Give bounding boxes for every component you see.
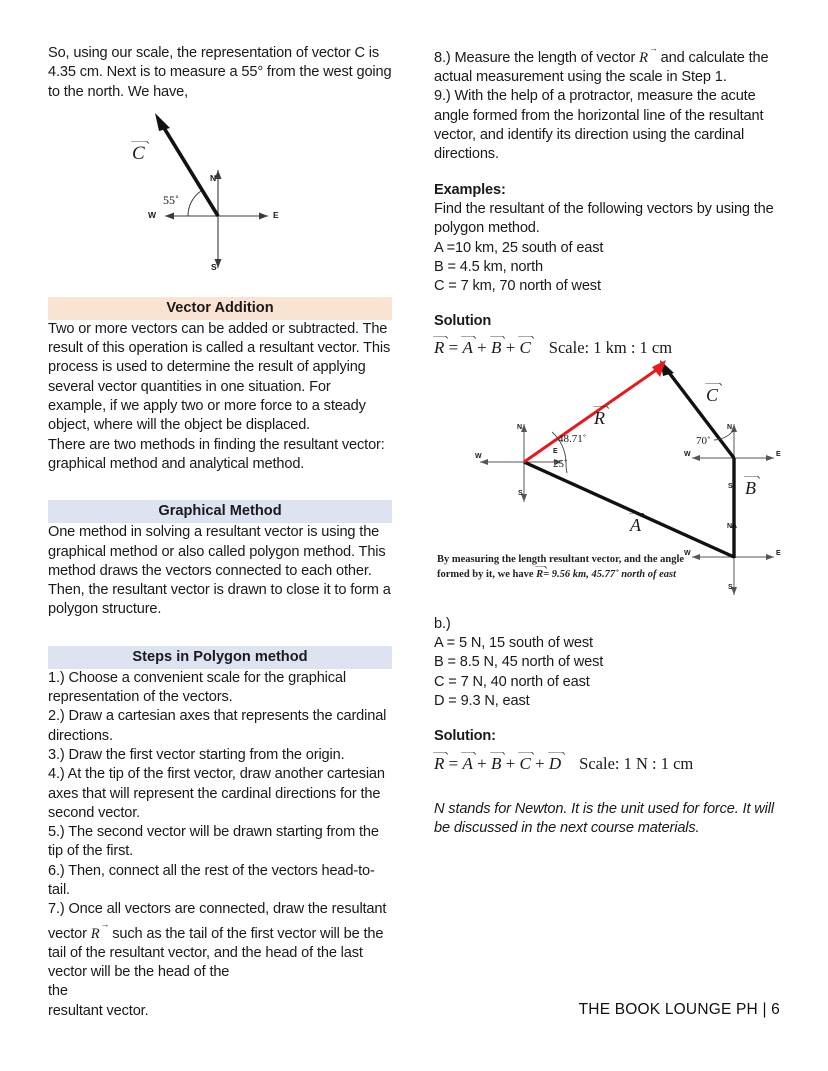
solution-b-scale: Scale: 1 N : 1 cm (579, 753, 694, 773)
page-footer: THE BOOK LOUNGE PH | 6 (578, 1001, 780, 1018)
vector-a-line (524, 462, 734, 557)
step-8-paragraph (434, 44, 778, 87)
step-item-1: 1.) Choose a convenient scale for the graphical representation of the vectors. (48, 669, 346, 706)
vector-c-arrowhead-icon (155, 113, 170, 131)
examples-instruction: Find the resultant of the following vectors by using the polygon method. (434, 200, 774, 237)
b-tip-west-arrow-icon (692, 455, 700, 461)
angle-label-55: 55˚ (163, 193, 179, 207)
east-arrow-icon (259, 213, 268, 220)
origin-east-label: E (553, 448, 558, 455)
part-b-vector-c: C = 7 N, 40 north of east (434, 673, 590, 690)
a-tip-north-label: N (727, 523, 733, 530)
b-tip-east-label: E (776, 451, 781, 458)
west-arrow-icon (165, 213, 174, 220)
angle-label-resultant: 48.71˚ (558, 433, 587, 445)
origin-south-label: S (518, 490, 523, 497)
step-item-5: 5.) The second vector will be drawn starting from the tip of the first. (48, 824, 379, 860)
angle-label-c: 70˚ (696, 435, 711, 447)
resultant-vector-symbol: R→ (90, 918, 110, 942)
figure2-caption (437, 553, 707, 581)
equation-rhs: A + B + C + D (462, 753, 562, 773)
vector-addition-heading: Vector Addition (48, 297, 392, 320)
graphical-method-paragraph: One method in solving a resultant vector is using the graphical method or also called polygon method. This method draws the vectors connected to each other. Then, the resultant vector is drawn to close it to form a polygon structure. (48, 524, 391, 618)
equation-lhs: R (434, 753, 445, 773)
vector-addition-paragraph-1: Two or more vectors can be added or subtracted. The result of this operation is called a resultant vector. This process is used to determine the result of applying several vector quantities in one situation. For example, if we apply two or more force to a steady object, where will the object be displaced. (48, 320, 391, 434)
a-tip-east-label: E (776, 550, 781, 557)
steps-polygon-heading: Steps in Polygon method (48, 646, 392, 669)
vector-c-label: C (132, 143, 145, 164)
b-tip-south-label: S (728, 483, 733, 490)
step-7-continuation-1: the (48, 983, 68, 1000)
step-7-continuation-2: resultant vector. (48, 1002, 149, 1019)
compass-north-label: N (210, 173, 217, 183)
part-b-vector-a: A = 5 N, 15 south of west (434, 635, 593, 652)
step-9-paragraph: 9.) With the help of a protractor, measure the acute angle formed from the horizontal line of the resultant vector, and identify its direction using the cardinal directions. (434, 88, 764, 163)
caption-line-2-prefix: formed by it, we have (437, 568, 537, 580)
step-item-4: 4.) At the tip of the first vector, draw another cartesian axes that will represent the cardinal directions for the second vector. (48, 766, 385, 821)
resultant-vector-symbol: R→ (639, 43, 658, 66)
vector-c-label: C (706, 385, 719, 405)
origin-north-label: N (517, 424, 523, 431)
resultant-vector-label: R (594, 408, 605, 428)
example-vector-c: C = 7 km, 70 north of west (434, 278, 601, 295)
b-tip-west-label: W (684, 451, 691, 458)
resultant-vector-line (524, 366, 662, 462)
step-7-text-part-2: such as the tail of the first vector will be the tail of the resultant vector, and the head of the last vector will be the head of the (48, 925, 384, 981)
example-vector-b: B = 4.5 km, north (434, 258, 543, 275)
intro-paragraph: So, using our scale, the representation of vector C is 4.35 cm. Next is to measure a 55° from the west going to the north. We have, (48, 45, 392, 100)
solution-a-equation: R = A + B + C Scale: 1 km : 1 cm (434, 337, 673, 357)
equation-lhs: R (434, 337, 445, 357)
compass-axes (165, 170, 268, 268)
caption-resultant-symbol: R (536, 568, 544, 580)
example-vector-a: A =10 km, 25 south of east (434, 239, 604, 256)
part-b-vector-b: B = 8.5 N, 45 north of west (434, 654, 604, 671)
compass-west-label: W (148, 210, 157, 220)
examples-heading: Examples: (434, 181, 506, 198)
caption-line-1: By measuring the length resultant vector, and the angle (437, 554, 685, 565)
solution-b-heading: Solution: (434, 728, 496, 745)
step-item-2: 2.) Draw a cartesian axes that represents the cardinal directions. (48, 708, 387, 744)
newton-note: N stands for Newton. It is the unit used for force. It will be discussed in the next course materials. (434, 800, 774, 836)
solution-a-heading: Solution (434, 313, 492, 330)
a-tip-west-label: W (684, 550, 691, 557)
equation-rhs: A + B + C (462, 337, 531, 357)
vector-b-label: B (745, 478, 756, 498)
angle-label-a: 25˚ (553, 458, 568, 470)
a-tip-south-label: S (728, 584, 733, 591)
step-8-text-part-2: and calculate the actual measurement using the scale in Step 1. (434, 49, 769, 86)
part-b-vector-d: D = 9.3 N, east (434, 692, 530, 709)
caption-resultant-value: = 9.56 km, 45.77˚ north of east (543, 568, 677, 580)
steps-list (48, 669, 392, 1021)
b-tip-east-arrow-icon (766, 455, 774, 461)
solution-b-equation: R = A + B + C + D Scale: 1 N : 1 cm (434, 753, 694, 773)
step-item-6: 6.) Then, connect all the rest of the vectors head-to-tail. (48, 862, 375, 899)
a-tip-east-arrow-icon (766, 554, 774, 560)
vector-c-compass-diagram (110, 108, 340, 283)
b-tip-north-label: N (727, 424, 733, 431)
graphical-method-heading: Graphical Method (48, 500, 392, 523)
vector-a-label: A (630, 515, 641, 535)
compass-south-label: S (211, 262, 217, 272)
step-7-text-part-1: 7.) Once all vectors are connected, draw the resultant vector (48, 901, 387, 942)
part-b-label: b.) (434, 615, 451, 632)
vector-addition-paragraph-2: There are two methods in finding the resultant vector: graphical method and analytical method. (48, 436, 385, 472)
origin-west-label: W (475, 453, 482, 460)
angle-arc-55 (188, 191, 201, 216)
step-item-7 (48, 900, 392, 982)
solution-a-scale: Scale: 1 km : 1 cm (548, 337, 673, 357)
compass-east-label: E (273, 210, 279, 220)
step-8-text-part-1: 8.) Measure the length of vector (434, 49, 640, 66)
step-item-3: 3.) Draw the first vector starting from the origin. (48, 746, 345, 763)
